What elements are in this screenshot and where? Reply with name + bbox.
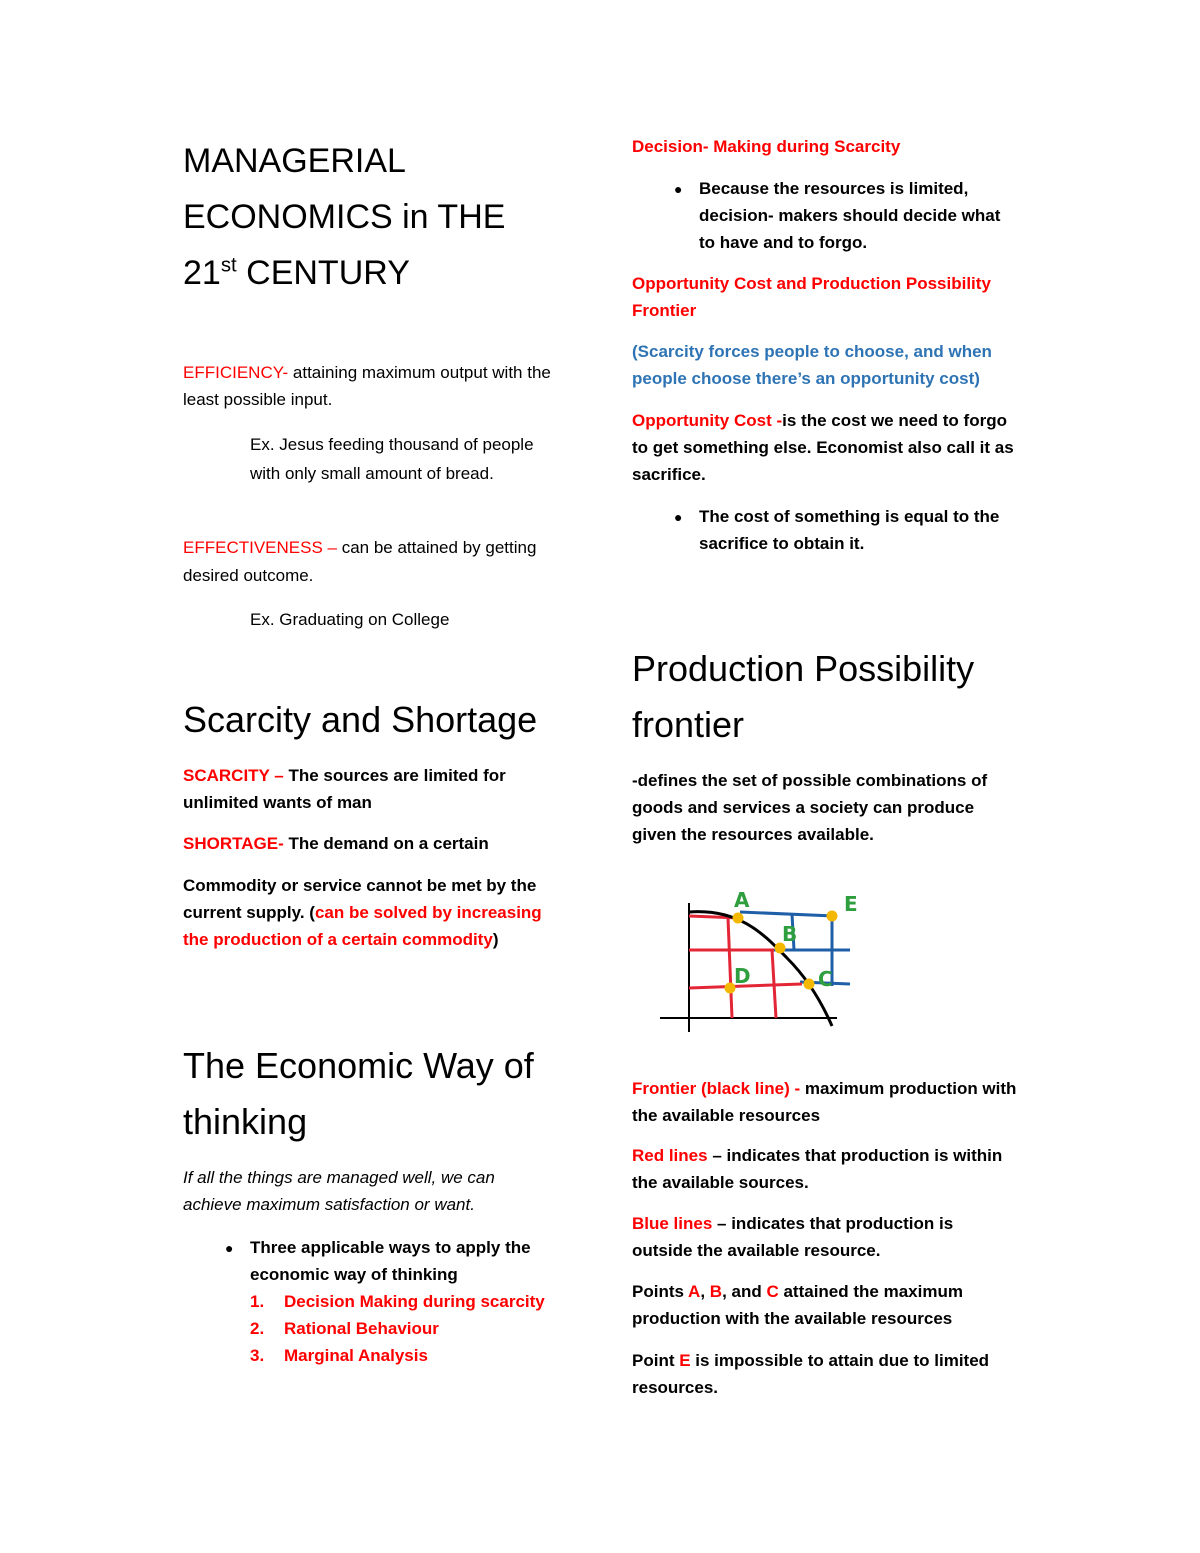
scarcity-definition: SCARCITY – The sources are limited for unlimited wants of man [183, 766, 506, 812]
scarcity-term: SCARCITY – [183, 766, 284, 785]
point-c [804, 979, 815, 990]
commodity-text: Commodity or service cannot be met by the current supply. (can be solved by increasing the production of a certain commodity) [183, 876, 542, 949]
ppf-diagram [652, 878, 902, 1038]
opportunity-heading: Opportunity Cost and Production Possibility Frontier [632, 274, 991, 320]
label-b: B [782, 922, 798, 946]
label-a: A [734, 888, 750, 912]
point-labels [734, 888, 858, 991]
red-lines-definition: Red lines – indicates that production is within the available sources. [632, 1146, 1003, 1192]
bullet-icon: ● [674, 509, 683, 525]
decision-bullet: Because the resources is limited, decision- makers should decide what to have and to forgo. [699, 179, 1001, 252]
frontier-definition: Frontier (black line) - maximum production with the available resources [632, 1079, 1017, 1125]
commodity-note: can be solved by increasing the production of a certain commodity [183, 903, 542, 949]
shortage-definition: SHORTAGE- The demand on a certain [183, 834, 489, 853]
opportunity-term: Opportunity Cost - [632, 411, 783, 430]
ppf-heading: Production Possibility frontier [632, 648, 975, 745]
label-d: D [734, 964, 751, 988]
frontier-term: Frontier (black line) - [632, 1079, 801, 1098]
effectiveness-example: Ex. Graduating on College [250, 610, 450, 629]
point-e [827, 911, 838, 922]
opportunity-note: (Scarcity forces people to choose, and when people choose there’s an opportunity cost) [632, 342, 992, 388]
decision-bullet-block [632, 175, 1032, 256]
ways-bullet-block [183, 1234, 583, 1369]
label-c: C [818, 967, 833, 991]
frontier-curve [689, 912, 832, 1026]
red-line [728, 918, 732, 1018]
opportunity-bullet-block [632, 503, 1032, 557]
economic-italic-note: If all the things are managed well, we can achieve maximum satisfaction or want. [183, 1168, 495, 1214]
opportunity-bullet: The cost of something is equal to the sacrifice to obtain it. [699, 507, 1000, 553]
list-item: 1. Decision Making during scarcity [250, 1292, 545, 1311]
ways-bullet: Three applicable ways to apply the economic way of thinking [250, 1238, 531, 1284]
ppf-definition: -defines the set of possible combinations of goods and services a society can produce given the resources available. [632, 771, 988, 844]
red-lines-term: Red lines [632, 1146, 708, 1165]
title-line-2: ECONOMICS in THE [183, 198, 506, 236]
effectiveness-definition: EFFECTIVENESS – can be attained by getting desired outcome. [183, 538, 537, 585]
document-title [183, 133, 583, 301]
title-line-3: 21st CENTURY [183, 254, 410, 292]
label-e: E [844, 892, 858, 916]
blue-lines-definition: Blue lines – indicates that production is outside the available resource. [632, 1214, 954, 1260]
blue-line [740, 912, 834, 916]
point-a [733, 913, 744, 924]
ways-list [250, 1288, 583, 1369]
points-abc-text: Points A, B, and C attained the maximum production with the available resources [632, 1282, 963, 1328]
list-item: 3. Marginal Analysis [250, 1346, 428, 1365]
bullet-icon: ● [674, 181, 683, 197]
economic-heading: The Economic Way of thinking [183, 1045, 534, 1142]
list-item: 2. Rational Behaviour [250, 1319, 439, 1338]
efficiency-definition: EFFICIENCY- attaining maximum output with the least possible input. [183, 363, 551, 409]
shortage-term: SHORTAGE- [183, 834, 284, 853]
efficiency-example: Ex. Jesus feeding thousand of people with only small amount of bread. [250, 435, 534, 483]
red-line [772, 950, 776, 1018]
effectiveness-term: EFFECTIVENESS – [183, 538, 337, 557]
decision-heading: Decision- Making during Scarcity [632, 137, 901, 156]
efficiency-term: EFFICIENCY- [183, 363, 289, 382]
scarcity-heading: Scarcity and Shortage [183, 699, 538, 740]
bullet-icon: ● [225, 1240, 234, 1256]
blue-lines-term: Blue lines [632, 1214, 713, 1233]
title-line-1: MANAGERIAL [183, 142, 406, 180]
opportunity-definition: Opportunity Cost -is the cost we need to forgo to get something else. Economist also call it as sacrifice. [632, 411, 1014, 484]
point-e-text: Point E is impossible to attain due to limited resources. [632, 1351, 990, 1397]
